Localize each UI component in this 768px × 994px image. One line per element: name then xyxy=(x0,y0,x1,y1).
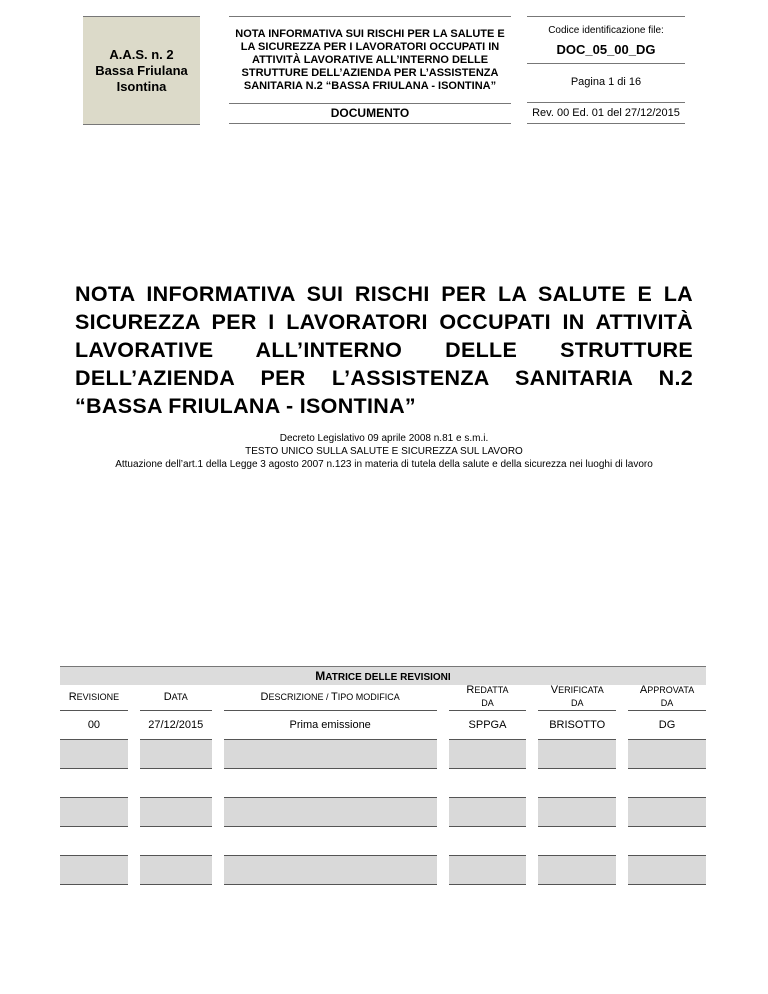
org-region: Bassa Friulana xyxy=(95,62,188,78)
file-code: DOC_05_00_DG xyxy=(556,42,656,57)
document-title: NOTA INFORMATIVA SUI RISCHI PER LA SALUTE E LA SICUREZZA PER I LAVORATORI OCCUPATI IN ATTIVITÀ LAVORATIVE ALL’INTERNO DELLE STRUTTURE DELL’AZIENDA PER L’ASSISTENZA SANITARIA N.2 “BASSA FRIULANA - ISONTINA” xyxy=(75,282,693,418)
approved-by-cell: DG xyxy=(628,711,706,740)
col-header-revision: REVISIONE xyxy=(60,684,128,711)
table-row xyxy=(60,711,706,740)
revision-info: Rev. 00 Ed. 01 del 27/12/2015 xyxy=(527,103,685,124)
table-row xyxy=(60,827,706,856)
date-cell: 27/12/2015 xyxy=(140,711,212,740)
revision-table xyxy=(60,684,706,885)
organization-logo-box xyxy=(83,16,200,125)
org-name: A.A.S. n. 2 xyxy=(109,46,174,62)
file-code-label: Codice identificazione file: xyxy=(548,25,664,36)
header-document-type: DOCUMENTO xyxy=(229,103,511,124)
description-cell: Prima emissione xyxy=(224,711,437,740)
org-area: Isontina xyxy=(116,78,167,94)
table-row xyxy=(60,740,706,769)
revision-cell: 00 xyxy=(60,711,128,740)
file-code-box xyxy=(527,16,685,64)
legal-heading: TESTO UNICO SULLA SALUTE E SICUREZZA SUL LAVORO xyxy=(245,446,523,457)
page-info: Pagina 1 di 16 xyxy=(527,62,685,103)
table-row xyxy=(60,769,706,798)
table-row xyxy=(60,798,706,827)
header-note-title xyxy=(229,16,511,104)
drafted-by-cell: SPPGA xyxy=(449,711,527,740)
legal-description: Attuazione dell’art.1 della Legge 3 agosto 2007 n.123 in materia di tutela della salute e della sicurezza nei luoghi di lavoro xyxy=(115,459,653,470)
revision-matrix-title: MATRICE DELLE REVISIONI xyxy=(60,666,706,685)
col-header-approved-by: APPROVATA DA xyxy=(628,684,706,711)
revision-table-header xyxy=(60,684,706,711)
col-header-date: DATA xyxy=(140,684,212,711)
col-header-verified-by: VERIFICATA DA xyxy=(538,684,616,711)
header-note-title-text: NOTA INFORMATIVA SUI RISCHI PER LA SALUTE E LA SICUREZZA PER I LAVORATORI OCCUPATI IN ATTIVITÀ LAVORATIVE ALL’INTERNO DELLE STRUTTURE DELL’AZIENDA PER L’ASSISTENZA SANITARIA N.2 “BASSA FRIULANA - ISONTINA” xyxy=(235,27,505,92)
verified-by-cell: BRISOTTO xyxy=(538,711,616,740)
col-header-drafted-by: REDATTA DA xyxy=(449,684,527,711)
col-header-description: DESCRIZIONE / TIPO MODIFICA xyxy=(224,684,437,711)
table-row xyxy=(60,856,706,885)
legal-reference: Decreto Legislativo 09 aprile 2008 n.81 e s.m.i. xyxy=(279,433,489,444)
